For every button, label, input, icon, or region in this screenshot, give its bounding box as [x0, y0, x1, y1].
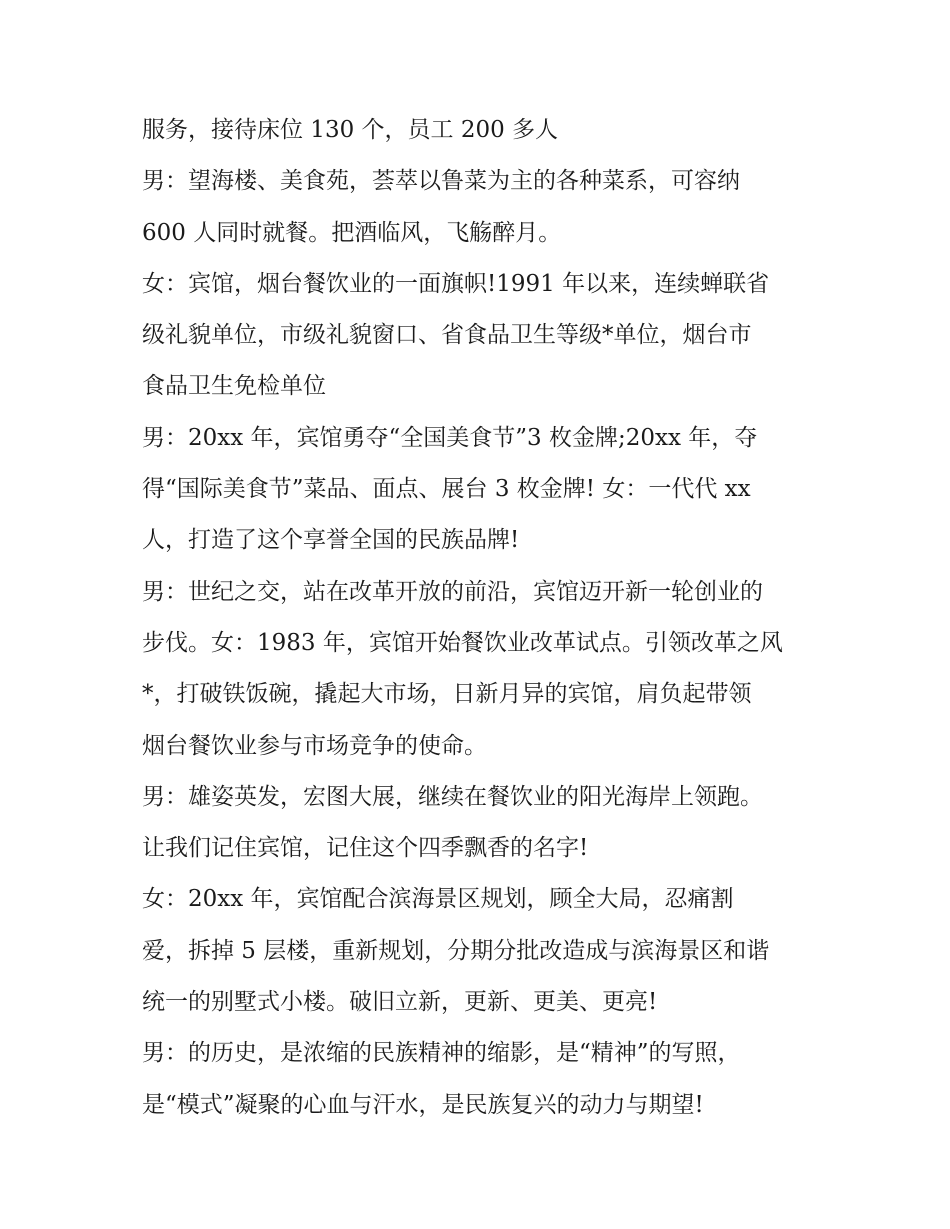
- text-line-19: 男：的历史，是浓缩的民族精神的缩影，是“精神”的写照，: [142, 1040, 741, 1067]
- text-line-15: 让我们记住宾馆，记住这个四季飘香的名字!: [142, 835, 589, 862]
- text-line-5: 级礼貌单位，市级礼貌窗口、省食品卫生等级*单位，烟台市: [142, 322, 752, 349]
- text-line-7: 男：20xx 年，宾馆勇夺“全国美食节”3 枚金牌;20xx 年，夺: [142, 424, 758, 451]
- text-line-12: *，打破铁饭碗，撬起大市场，日新月异的宾馆，肩负起带领: [142, 681, 752, 708]
- text-line-20: 是“模式”凝聚的心血与汗水，是民族复兴的动力与期望!: [142, 1091, 704, 1118]
- text-line-9: 人，打造了这个享誉全国的民族品牌!: [142, 527, 520, 554]
- text-line-11: 步伐。女：1983 年，宾馆开始餐饮业改革试点。引领改革之风: [142, 629, 783, 656]
- text-line-4: 女：宾馆，烟台餐饮业的一面旗帜!1991 年以来，连续蝉联省: [142, 270, 770, 297]
- document-body: [142, 105, 822, 1131]
- text-line-10: 男：世纪之交，站在改革开放的前沿，宾馆迈开新一轮创业的: [142, 578, 763, 605]
- text-line-16: 女：20xx 年，宾馆配合滨海景区规划，顾全大局，忍痛割: [142, 886, 734, 913]
- text-line-3: 600 人同时就餐。把酒临风，飞觞醉月。: [142, 219, 562, 246]
- text-line-6: 食品卫生免检单位: [142, 373, 326, 400]
- text-line-14: 男：雄姿英发，宏图大展，继续在餐饮业的阳光海岸上领跑。: [142, 783, 763, 810]
- text-line-18: 统一的别墅式小楼。破旧立新，更新、更美、更亮!: [142, 989, 658, 1016]
- text-line-2: 男：望海楼、美食苑，荟萃以鲁菜为主的各种菜系，可容纳: [142, 168, 740, 195]
- text-line-17: 爱，拆掉 5 层楼，重新规划，分期分批改造成与滨海景区和谐: [142, 937, 770, 964]
- text-line-8: 得“国际美食节”菜品、面点、展台 3 枚金牌! 女：一代代 xx: [142, 476, 751, 503]
- text-line-1: 服务，接待床位 130 个，员工 200 多人: [142, 117, 559, 143]
- text-line-13: 烟台餐饮业参与市场竞争的使命。: [142, 732, 487, 759]
